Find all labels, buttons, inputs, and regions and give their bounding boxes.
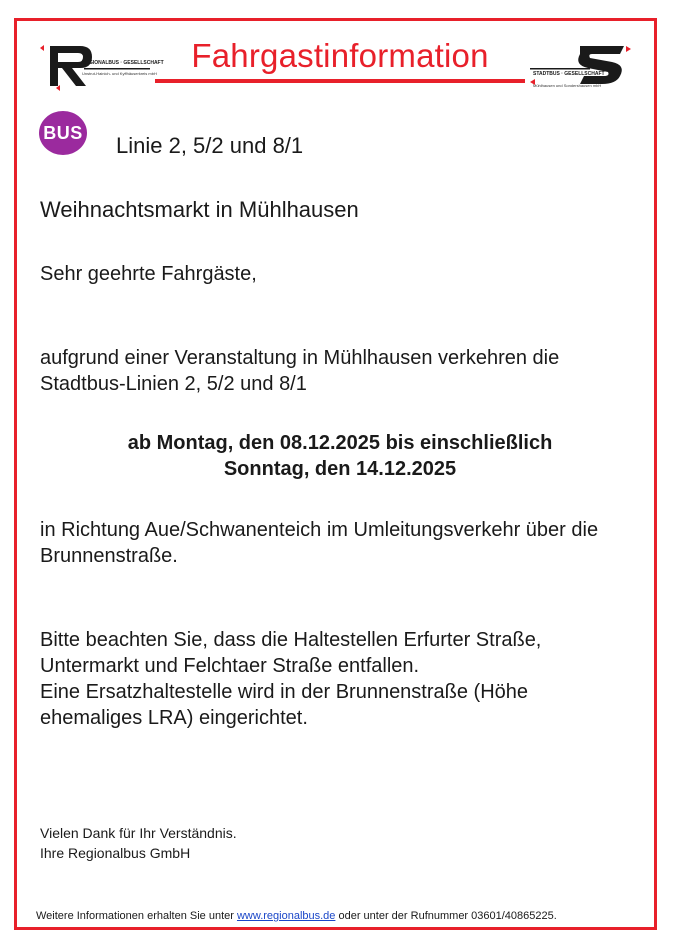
greeting: Sehr geehrte Fahrgäste, — [40, 263, 257, 285]
bus-badge-icon: BUS — [39, 111, 87, 155]
detour-line-2: Brunnenstraße. — [40, 545, 178, 567]
notice-paragraph — [40, 627, 640, 731]
detour-line-1: in Richtung Aue/Schwanenteich im Umleitungsverkehr über die — [40, 519, 599, 541]
closing-signature: Ihre Regionalbus GmbH — [40, 845, 191, 861]
footer-suffix: oder unter der Rufnummer 03601/40865225. — [335, 910, 557, 922]
regionalbus-logo-subcaption: Unstrut-Hainich- und Kyffhäuserkreis mbH — [82, 71, 157, 76]
notice-line-1: Bitte beachten Sie, dass die Haltestellen Erfurter Straße, — [40, 629, 542, 651]
closing — [40, 823, 237, 863]
stadtbus-logo — [530, 42, 633, 92]
closing-thanks: Vielen Dank für Ihr Verständnis. — [40, 825, 237, 841]
notice-line-3: Eine Ersatzhaltestelle wird in der Brunnenstraße (Höhe — [40, 681, 529, 703]
date-range — [40, 430, 640, 482]
stadtbus-logo-subcaption: Mühlhausen und Sondershausen mbH — [533, 83, 602, 88]
regionalbus-logo-caption: REGIONALBUS · GESELLSCHAFT — [82, 60, 164, 66]
notice-line-2: Untermarkt und Felchtaer Straße entfallen. — [40, 655, 420, 677]
headline: Weihnachtsmarkt in Mühlhausen — [40, 197, 359, 222]
intro-paragraph — [40, 345, 640, 397]
footer — [36, 910, 557, 922]
page-title: Fahrgastinformation — [191, 37, 489, 74]
intro-line-1: aufgrund einer Veranstaltung in Mühlhausen verkehren die — [40, 347, 560, 369]
stadtbus-logo-caption: STADTBUS · GESELLSCHAFT — [533, 71, 605, 77]
regionalbus-logo — [40, 42, 164, 92]
header-rule — [155, 79, 525, 83]
intro-line-2: Stadtbus-Linien 2, 5/2 und 8/1 — [40, 373, 307, 395]
detour-paragraph — [40, 517, 640, 569]
date-range-line-1: ab Montag, den 08.12.2025 bis einschließlich — [127, 432, 553, 454]
website-link[interactable]: www.regionalbus.de — [236, 910, 336, 922]
footer-prefix: Weitere Informationen erhalten Sie unter — [36, 910, 237, 922]
line-label: Linie 2, 5/2 und 8/1 — [116, 133, 304, 158]
notice-line-4: ehemaliges LRA) eingerichtet. — [40, 707, 308, 729]
date-range-line-2: Sonntag, den 14.12.2025 — [223, 458, 457, 480]
